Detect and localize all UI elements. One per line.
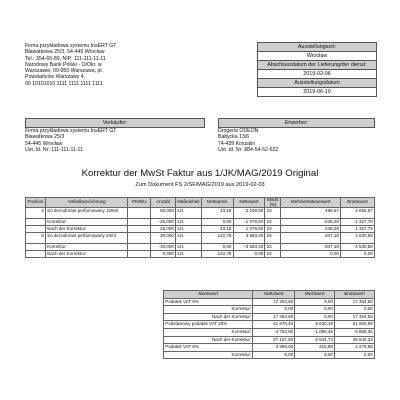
seller-line: Bławatkowa 25/3 <box>25 134 65 141</box>
vat-group-label: Podatek VAT 0% <box>164 298 253 306</box>
vat-cell-tax: 316,80 <box>295 344 335 352</box>
item-cell-vat: 23 <box>265 219 281 226</box>
item-cell-pkwiu <box>128 208 151 219</box>
vat-cell-net: 3 960,00 <box>253 344 295 352</box>
vat-header-row <box>164 291 375 299</box>
buyer-line: 74-439 Koszalin <box>218 140 256 147</box>
items-header-cell: Position <box>26 198 46 208</box>
vat-cell-net: 0,00 <box>253 351 295 359</box>
vat-row <box>164 306 375 314</box>
seller-header-line: Warszawie; 00-950 Warszawa, pl. <box>25 68 104 75</box>
vat-group-label: Podstawowy podatek VAT 23% <box>164 321 253 329</box>
item-name: So dezodorant perfumowany 100ml <box>45 208 127 219</box>
seller-header-line: Narodowy Bank Polski - O/Okr. w <box>25 61 102 68</box>
items-header-cell: MwSt [%] <box>265 198 281 208</box>
item-cell-tax: 248,29 <box>281 226 341 233</box>
issue-value: 2019-06-10 <box>303 89 331 95</box>
item-cell-net: 1 079,50 <box>233 226 265 233</box>
item-cell-vat: 23 <box>265 233 281 244</box>
vat-cell-net: -4 762,90 <box>253 328 295 336</box>
document-subtitle: Zum Dokument FS 2/SF/MAG/2019 aus 2019-02-03 <box>135 182 265 188</box>
item-cell-vat: 23 <box>265 226 281 233</box>
buyer-line: Ust. Id. Nr: 884-54-52-622 <box>218 146 279 153</box>
seller-line: Ust. Id. Nr: 111-111-11-11 <box>25 146 83 153</box>
item-cell-price: 122,78 <box>201 233 233 244</box>
item-cell-tax: 0,00 <box>281 251 341 258</box>
item-cell-price: 122,78 <box>201 251 233 258</box>
vat-row <box>164 351 375 359</box>
item-correction-row <box>26 219 375 226</box>
buyer-title: Erwerber: <box>218 118 375 128</box>
vat-cell-gross: 0,00 <box>335 306 375 314</box>
item-cell-unit: szt. <box>176 233 202 244</box>
item-row-label: Nach der Korrektur: <box>45 226 127 233</box>
item-cell-net: 0,00 <box>233 251 265 258</box>
items-header-cell: PKWiU <box>128 198 151 208</box>
seller-block <box>25 118 205 153</box>
vat-summary-table <box>163 290 375 359</box>
item-cell-net: -1 079,50 <box>233 219 265 226</box>
vat-header-cell: MwStwert <box>164 291 253 299</box>
item-cell-tax: -847,18 <box>281 244 341 251</box>
item-name-row <box>26 233 375 244</box>
item-correction-row <box>26 251 375 258</box>
item-name: So dezodorant perfumowany 20ml <box>45 233 127 244</box>
item-name-row <box>26 208 375 219</box>
vat-cell-tax: 0,00 <box>295 313 335 321</box>
vat-row <box>164 328 375 336</box>
vat-cell-gross: 0,00 <box>335 351 375 359</box>
item-cell-qty: 25,000 <box>151 226 176 233</box>
vat-group-label: Podatek VAT 8% <box>164 344 253 352</box>
items-header-cell: Mehrwertsteuerwert <box>281 198 341 208</box>
date-label: Abschlussdatum der Lieferung/der dienst: <box>258 60 376 70</box>
item-cell-pkwiu <box>128 219 151 226</box>
item-row-label: Korrektur: <box>45 219 127 226</box>
item-cell-net: 3 683,40 <box>233 233 265 244</box>
item-row-label: Korrektur: <box>45 244 127 251</box>
item-cell-pkwiu <box>128 233 151 244</box>
items-header-row <box>26 198 375 208</box>
vat-cell-gross: 51 500,59 <box>335 321 375 329</box>
item-cell-gross: 0,00 <box>341 251 375 258</box>
item-cell-vat: 23 <box>265 251 281 258</box>
item-cell-pkwiu <box>128 244 151 251</box>
item-position-empty <box>26 244 46 251</box>
item-cell-unit: szt. <box>176 219 202 226</box>
seller-header-line: Bławatkowa 25/3, 54-445 Wrocław <box>25 49 105 56</box>
item-cell-pkwiu <box>128 251 151 258</box>
item-cell-tax: 496,57 <box>281 208 341 219</box>
item-cell-gross: 4 530,58 <box>341 233 375 244</box>
vat-row-label: Nach der Korrektur: <box>164 313 253 321</box>
vat-cell-net: 37 107,50 <box>253 336 295 344</box>
items-header-cell: Artikelbezeichnung <box>45 198 127 208</box>
item-cell-price: 43,18 <box>201 208 233 219</box>
seller-header-line: Powstańców Warszawy 4, <box>25 74 86 81</box>
item-cell-qty: 30,000 <box>151 233 176 244</box>
item-cell-unit: szt. <box>176 208 202 219</box>
item-cell-qty: -25,000 <box>151 219 176 226</box>
seller-lines <box>25 128 205 153</box>
vat-header-cell: Nettowert <box>253 291 295 299</box>
seller-header-line: Tel.: 354-65-89, NIP: 111-111-11-11 <box>25 55 106 62</box>
vat-cell-tax: -1 095,46 <box>295 328 335 336</box>
items-header-cell: Bruttowert <box>341 198 375 208</box>
item-cell-vat: 23 <box>265 208 281 219</box>
vat-row <box>164 344 375 352</box>
vat-cell-gross: 4 276,80 <box>335 344 375 352</box>
vat-cell-gross: -5 858,36 <box>335 328 375 336</box>
place-value: Wrocław <box>306 53 328 59</box>
item-cell-tax: -248,28 <box>281 219 341 226</box>
items-header-cell: Anzahl <box>151 198 176 208</box>
item-position: 8 <box>26 233 46 244</box>
items-header-cell: Maßeinheit <box>176 198 202 208</box>
item-cell-price: 0,00 <box>201 244 233 251</box>
buyer-line: Bałtycka 13/6 <box>218 134 250 141</box>
vat-cell-tax: 0,00 <box>295 351 335 359</box>
item-cell-price: 0,00 <box>201 219 233 226</box>
date-value: 2019-02-06 <box>303 71 331 77</box>
item-cell-pkwiu <box>128 226 151 233</box>
vat-row-label: Korrektur: <box>164 351 253 359</box>
vat-row <box>164 336 375 344</box>
item-cell-vat: 23 <box>265 244 281 251</box>
vat-cell-tax: 8 534,73 <box>295 336 335 344</box>
seller-header-line: Firma przykładowa systemu InsERT GT <box>25 43 117 49</box>
item-cell-gross: 1 327,79 <box>341 226 375 233</box>
item-position: 3 <box>26 208 46 219</box>
vat-cell-net: 41 870,40 <box>253 321 295 329</box>
vat-row-label: Korrektur: <box>164 306 253 314</box>
items-header-cell: Nettowert <box>233 198 265 208</box>
item-cell-price: 43,18 <box>201 226 233 233</box>
seller-line: 54-445 Wrocław <box>25 140 63 147</box>
vat-cell-net: 0,00 <box>253 306 295 314</box>
vat-row <box>164 298 375 306</box>
vat-header-cell: MwStwert <box>295 291 335 299</box>
seller-header-line: 00 10101010 1111 1111 1111 1111 <box>25 80 103 87</box>
vat-cell-gross: 17 454,60 <box>335 298 375 306</box>
item-cell-unit: szt. <box>176 251 202 258</box>
vat-cell-gross: 45 642,23 <box>335 336 375 344</box>
item-position-empty <box>26 226 46 233</box>
buyer-lines <box>218 128 375 153</box>
item-cell-qty: 50,000 <box>151 208 176 219</box>
items-header-cell: Nettopreis <box>201 198 233 208</box>
item-row-label: Nach der Korrektur: <box>45 251 127 258</box>
vat-cell-tax: 0,00 <box>295 306 335 314</box>
item-cell-gross: -1 327,78 <box>341 219 375 226</box>
item-cell-unit: szt. <box>176 244 202 251</box>
vat-row <box>164 313 375 321</box>
vat-row <box>164 321 375 329</box>
seller-title: Verkäufer: <box>25 118 205 128</box>
vat-cell-tax: 9 630,19 <box>295 321 335 329</box>
item-cell-tax: 847,18 <box>281 233 341 244</box>
vat-row-label: Nach der Korrektur: <box>164 336 253 344</box>
vat-cell-tax: 0,00 <box>295 298 335 306</box>
seller-line: Firma przykładowa systemu InsERT GT <box>25 128 117 134</box>
items-table <box>25 197 375 258</box>
vat-cell-gross: 17 454,60 <box>335 313 375 321</box>
buyer-block <box>218 118 375 153</box>
item-cell-net: 2 159,00 <box>233 208 265 219</box>
vat-header-cell: Bruttowert <box>335 291 375 299</box>
seller-header <box>25 43 225 87</box>
document-title: Korrektur der MwSt Faktur aus 1/JK/MAG/2019 Original <box>81 168 319 179</box>
vat-row-label: Korrektur: <box>164 328 253 336</box>
vat-cell-net: 17 454,60 <box>253 298 295 306</box>
item-cell-net: -3 683,40 <box>233 244 265 251</box>
item-position-empty <box>26 219 46 226</box>
item-cell-qty: 0,000 <box>151 251 176 258</box>
item-cell-gross: -4 530,58 <box>341 244 375 251</box>
item-correction-row <box>26 226 375 233</box>
item-cell-gross: 2 655,57 <box>341 208 375 219</box>
item-cell-unit: szt. <box>176 226 202 233</box>
item-position-empty <box>26 251 46 258</box>
vat-cell-net: 17 454,60 <box>253 313 295 321</box>
info-box <box>257 42 377 97</box>
issue-label: Ausstellungsdatum <box>258 78 376 88</box>
buyer-line: Drogeria ODEON <box>218 128 259 134</box>
item-cell-qty: -30,000 <box>151 244 176 251</box>
item-correction-row <box>26 244 375 251</box>
place-label: Ausstellungsort: <box>258 43 376 52</box>
